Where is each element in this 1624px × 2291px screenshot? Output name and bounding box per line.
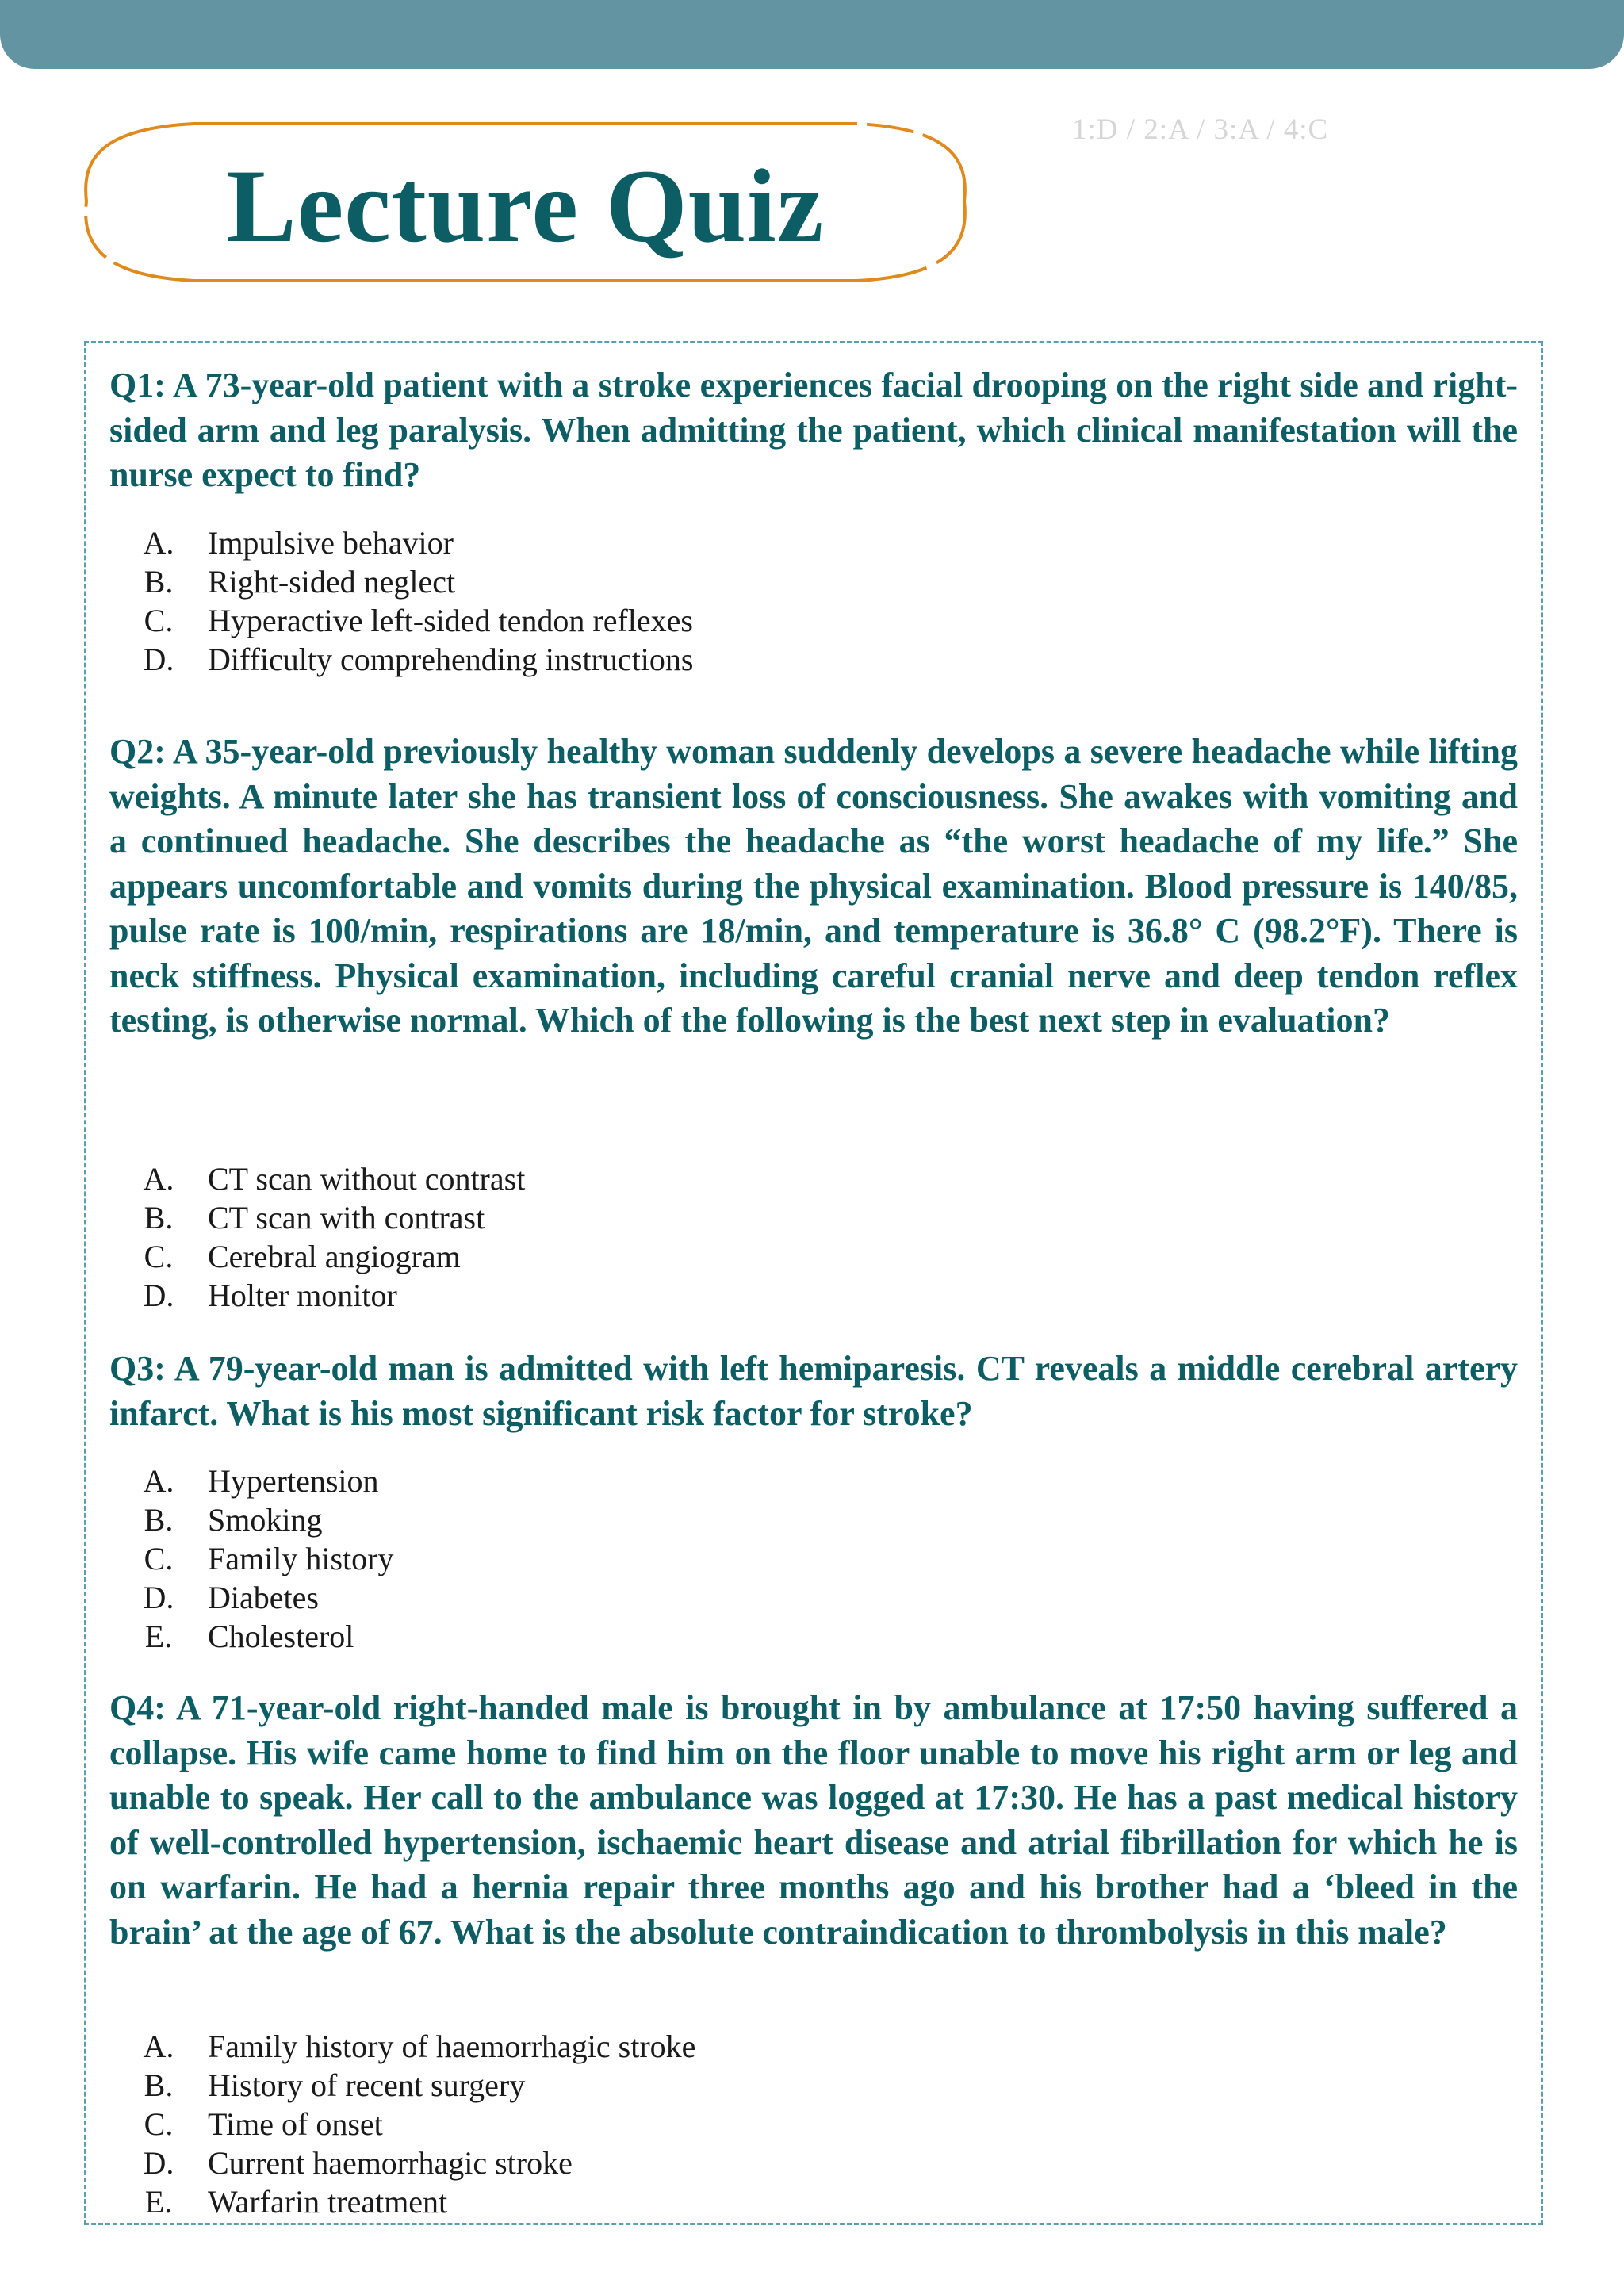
top-banner (0, 0, 1624, 69)
option: D. Difficulty comprehending instructions (143, 642, 694, 677)
option: E. Warfarin treatment (144, 2184, 448, 2220)
answer-key: 1:D / 2:A / 3:A / 4:C (1072, 113, 1329, 146)
option: D. Holter monitor (143, 1278, 397, 1313)
option: C. Family history (144, 1541, 394, 1576)
option: B. CT scan with contrast (144, 1200, 485, 1236)
question-4: Q4: A 71-year-old right-handed male is brought in by ambulance at 17:50 having suffered a collapse. His wife came home to find him on the floor unable to move his right arm or leg and unable to speak. Her call to the ambulance was logged at 17:30. He has a past medical history of well-controlled hypertension, ischaemic heart disease and atrial fibrillation for which he is on warfarin. He had a hernia repair three months ago and his brother had a ‘bleed in the brain’ at the age of 67. What is the absolute contraindication to thrombolysis in this male? (109, 1688, 1518, 1952)
page-title: Lecture Quiz (226, 147, 825, 264)
option: D. Diabetes (143, 1580, 319, 1615)
option: E. Cholesterol (144, 1619, 354, 1654)
question-2: Q2: A 35-year-old previously healthy woman suddenly develops a severe headache while lifting weights. A minute later she has transient loss of consciousness. She awakes with vomiting and a continued headache. She describes the headache as “the worst headache of my life.” She appears uncomfortable and vomits during the physical examination. Blood pressure is 140/85, pulse rate is 100/min, respirations are 18/min, and temperature is 36.8° C (98.2°F). There is neck stiffness. Physical examination, including careful cranial nerve and deep tendon reflex testing, is otherwise normal. Which of the following is the best next step in evaluation? (109, 732, 1518, 1040)
option: A. CT scan without contrast (143, 1161, 526, 1197)
option: D. Current haemorrhagic stroke (143, 2145, 573, 2181)
question-3-options (109, 1462, 1457, 1656)
option: B. Right-sided neglect (144, 564, 456, 600)
option: A. Impulsive behavior (143, 525, 454, 561)
option: A. Family history of haemorrhagic stroke (143, 2029, 696, 2064)
option: C. Hyperactive left-sided tendon reflexes (144, 603, 693, 638)
question-4-options (109, 2027, 1457, 2221)
question-3: Q3: A 79-year-old man is admitted with left hemiparesis. CT reveals a middle cerebral artery infarct. What is his most significant risk factor for stroke? (109, 1349, 1518, 1433)
question-2-options (109, 1159, 1457, 1315)
question-1-options (109, 523, 1457, 679)
option: C. Cerebral angiogram (144, 1239, 461, 1274)
title-oval (75, 113, 975, 292)
option: B. History of recent surgery (144, 2067, 526, 2103)
option: A. Hypertension (143, 1463, 379, 1499)
option: B. Smoking (144, 1502, 323, 1538)
option: C. Time of onset (144, 2106, 383, 2142)
question-1: Q1: A 73-year-old patient with a stroke experiences facial drooping on the right side and right-sided arm and leg paralysis. When admitting the patient, which clinical manifestation will the nurse expect to find? (109, 366, 1518, 494)
